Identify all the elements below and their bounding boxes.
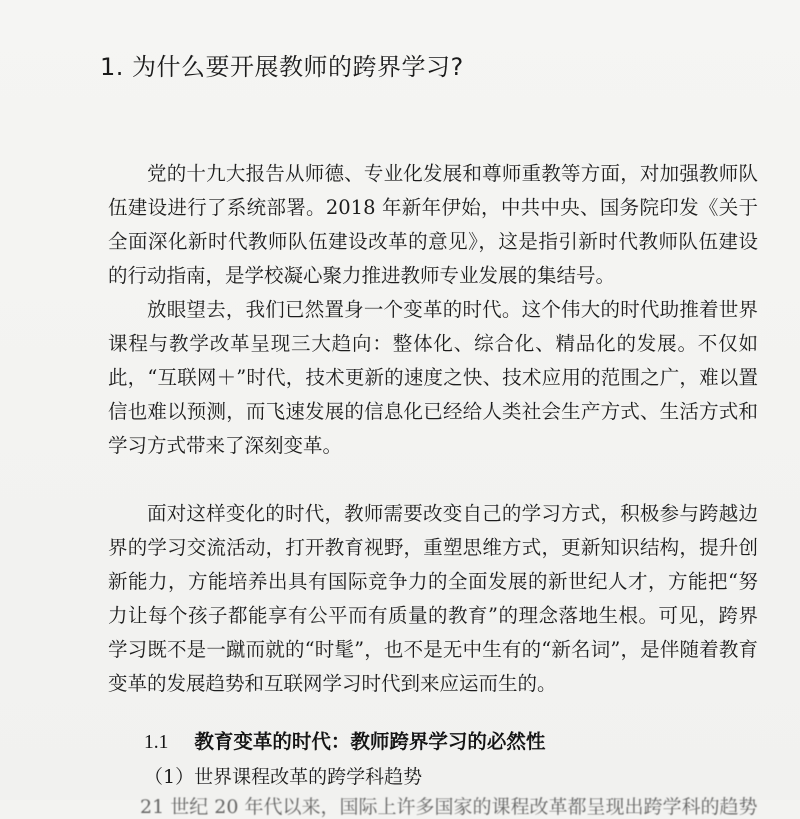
subsection-heading xyxy=(144,726,545,754)
partial-line-container xyxy=(140,790,758,818)
paragraph-3: 面对这样变化的时代，教师需要改变自己的学习方式，积极参与跨越边界的学习交流活动，打开教育视野，重塑思维方式，更新知识结构，提升创新能力，方能培养出具有国际竞争力的全面发展的新世纪人才，方能把“努力让每个孩子都能享有公平而有质量的教育”的理念落地生根。可见，跨界学习既不是一蹴而就的“时髦”，也不是无中生有的“新名词”，是伴随着教育变革的发展趋势和互联网学习时代到来应运而生的。 xyxy=(108,502,758,695)
paragraph-1: 党的十九大报告从师德、专业化发展和尊师重教等方面，对加强教师队伍建设进行了系统部署。2018 年新年伊始，中共中央、国务院印发《关于全面深化新时代教师队伍建设改革的意见》，这是指引新时代教师队伍建设的行动指南，是学校凝心聚力推进教师专业发展的集结号。 xyxy=(108,162,758,287)
section-title: 1. 为什么要开展教师的跨界学习? xyxy=(100,53,464,81)
subsection-number: 1.1 xyxy=(144,732,169,753)
paragraph-2: 放眼望去，我们已然置身一个变革的时代。这个伟大的时代助推着世界课程与教学改革呈现三大趋向：整体化、综合化、精品化的发展。不仅如此，“互联网＋”时代，技术更新的速度之快、技术应用的范围之广，难以置信也难以预测，而飞速发展的信息化已经给人类社会生产方式、生活方式和学习方式带来了深刻变革。 xyxy=(108,298,758,457)
subsubsection-title: （1）世界课程改革的跨学科趋势 xyxy=(144,766,423,788)
partial-line-text: 21 世纪 20 年代以来，国际上许多国家的课程改革都呈现出跨学科的趋势 xyxy=(140,796,758,818)
subsection-title: 教育变革的时代：教师跨界学习的必然性 xyxy=(194,730,546,753)
